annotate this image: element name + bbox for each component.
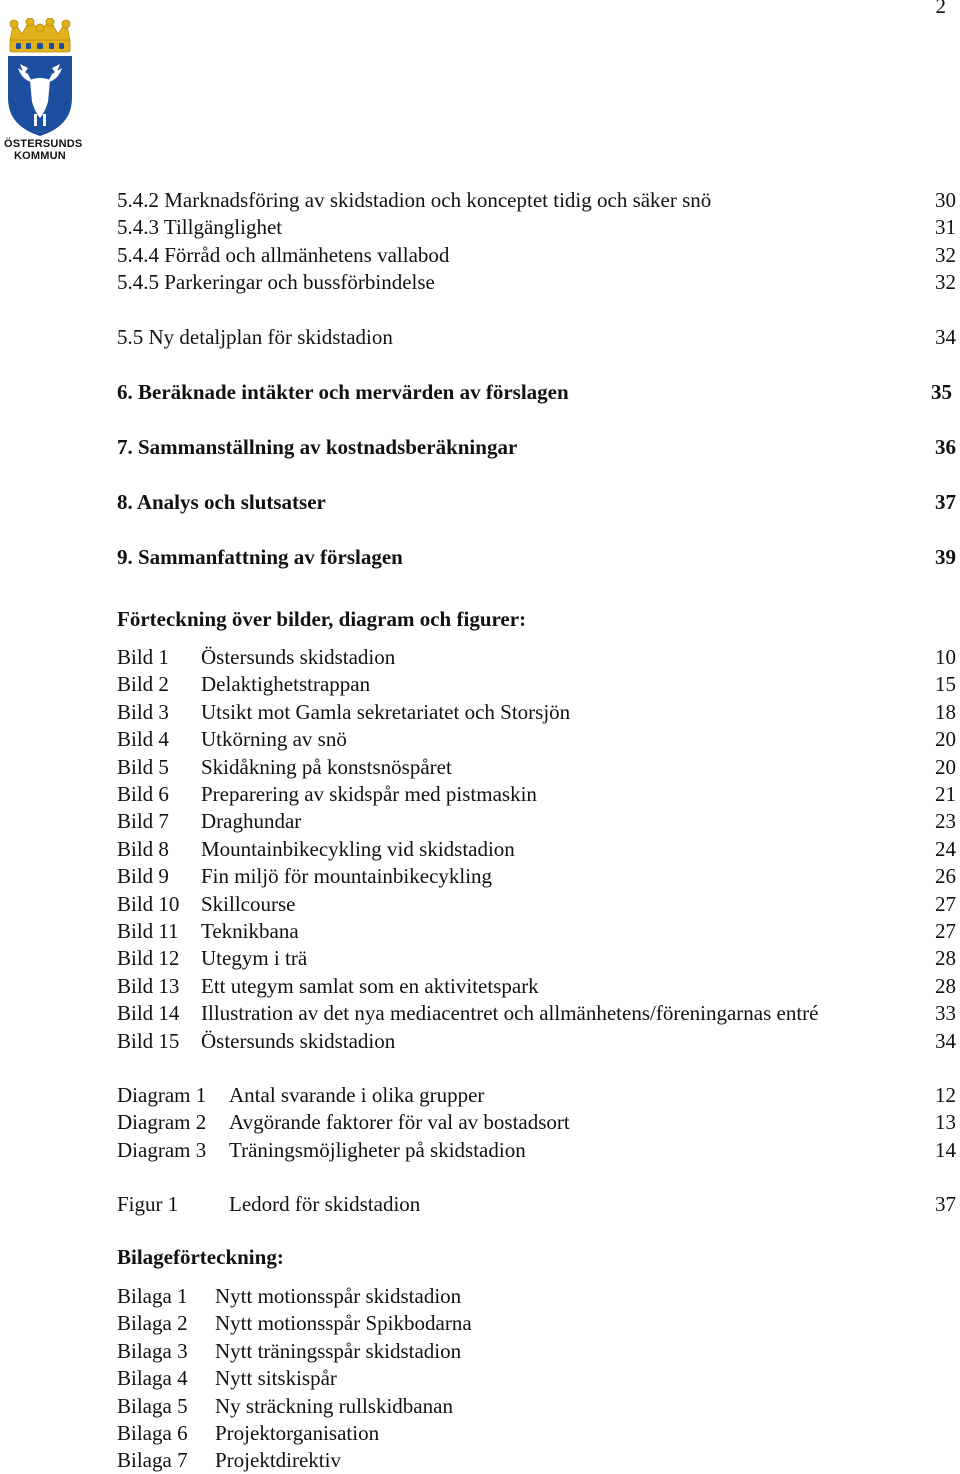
item-title: Utkörning av snö <box>201 727 347 751</box>
toc-entry <box>117 187 960 213</box>
image-list-item <box>117 644 960 670</box>
item-title: Ett utegym samlat som en aktivitetspark <box>201 974 539 998</box>
toc-entry <box>117 242 960 268</box>
image-list-item <box>117 781 960 807</box>
item-title: Avgörande faktorer för val av bostadsort <box>229 1110 570 1134</box>
item-page: 27 <box>935 919 956 943</box>
item-number: Diagram 3 <box>117 1138 207 1162</box>
image-list-item <box>117 918 960 944</box>
image-list-item <box>117 945 960 971</box>
image-list-item <box>117 973 960 999</box>
toc-entry <box>117 324 960 350</box>
coat-of-arms-icon <box>4 18 76 138</box>
appendix-list-item <box>117 1393 960 1419</box>
toc-entry <box>117 269 960 295</box>
diagram-list-item <box>117 1137 960 1163</box>
image-list-item <box>117 1028 960 1054</box>
appendix-list-item <box>117 1310 960 1336</box>
item-number: Bild 9 <box>117 864 169 888</box>
logo-text-line1: ÖSTERSUNDS <box>4 138 83 150</box>
image-list-item <box>117 671 960 697</box>
item-title: Nytt motionsspår skidstadion <box>215 1284 462 1308</box>
toc-entry-label: 8. Analys och slutsatser <box>117 490 326 514</box>
item-title: Draghundar <box>201 809 302 833</box>
diagram-list-item <box>117 1082 960 1108</box>
item-title: Nytt motionsspår Spikbodarna <box>215 1311 472 1335</box>
item-title: Nytt sitskispår <box>215 1366 337 1390</box>
item-number: Bilaga 2 <box>117 1311 188 1335</box>
appendix-list-item <box>117 1365 960 1391</box>
toc-entry <box>117 214 960 240</box>
item-page: 23 <box>935 809 956 833</box>
item-number: Bild 15 <box>117 1029 180 1053</box>
item-title: Teknikbana <box>201 919 299 943</box>
item-number: Bilaga 7 <box>117 1448 188 1472</box>
item-title: Antal svarande i olika grupper <box>229 1083 485 1107</box>
appendix-list-item <box>117 1447 960 1473</box>
appendix-heading: Bilageförteckning: <box>117 1245 284 1269</box>
item-number: Bild 11 <box>117 919 179 943</box>
item-page: 14 <box>935 1138 956 1162</box>
item-title: Delaktighetstrappan <box>201 672 371 696</box>
item-number: Bild 12 <box>117 946 180 970</box>
toc-entry <box>117 434 960 460</box>
item-title: Projektorganisation <box>215 1421 380 1445</box>
item-page: 10 <box>935 645 956 669</box>
item-page: 21 <box>935 782 956 806</box>
item-number: Bilaga 4 <box>117 1366 188 1390</box>
image-list-item <box>117 726 960 752</box>
toc-entry-page: 39 <box>935 545 956 569</box>
item-page: 13 <box>935 1110 956 1134</box>
item-title: Ledord för skidstadion <box>229 1192 421 1216</box>
item-number: Bild 4 <box>117 727 169 751</box>
item-page: 18 <box>935 700 956 724</box>
toc-entry-label: 5.4.2 Marknadsföring av skidstadion och konceptet tidig och säker snö <box>117 188 712 212</box>
item-number: Bilaga 6 <box>117 1421 188 1445</box>
figures-heading: Förteckning över bilder, diagram och figurer: <box>117 607 527 631</box>
toc-entry-page: 37 <box>935 490 956 514</box>
municipality-logo <box>4 18 83 168</box>
item-title: Ny sträckning rullskidbanan <box>215 1394 453 1418</box>
item-number: Bild 13 <box>117 974 180 998</box>
toc-entry-page: 35 <box>931 380 952 404</box>
toc-entry <box>117 379 960 405</box>
item-number: Bild 3 <box>117 700 169 724</box>
item-number: Bild 5 <box>117 755 169 779</box>
item-page: 33 <box>935 1001 956 1025</box>
toc-entry-label: 6. Beräknade intäkter och mervärden av förslagen <box>117 380 569 404</box>
toc-entry-page: 31 <box>935 215 956 239</box>
item-title: Projektdirektiv <box>215 1448 341 1472</box>
image-list-item <box>117 891 960 917</box>
image-list-item <box>117 699 960 725</box>
image-list-item <box>117 863 960 889</box>
item-title: Skidåkning på konstsnöspåret <box>201 755 452 779</box>
item-number: Bilaga 1 <box>117 1284 188 1308</box>
item-page: 26 <box>935 864 956 888</box>
item-page: 12 <box>935 1083 956 1107</box>
image-list-item <box>117 754 960 780</box>
appendix-list-item <box>117 1283 960 1309</box>
item-title: Skillcourse <box>201 892 296 916</box>
item-number: Bild 14 <box>117 1001 180 1025</box>
item-page: 24 <box>935 837 956 861</box>
toc-entry-page: 36 <box>935 435 956 459</box>
item-page: 37 <box>935 1192 956 1216</box>
item-title: Östersunds skidstadion <box>201 1029 396 1053</box>
item-title: Fin miljö för mountainbikecykling <box>201 864 493 888</box>
toc-entry-page: 32 <box>935 270 956 294</box>
item-page: 20 <box>935 727 956 751</box>
toc-entry <box>117 489 960 515</box>
item-page: 27 <box>935 892 956 916</box>
logo-text-line2: KOMMUN <box>14 150 66 162</box>
figure-list-item <box>117 1191 960 1217</box>
toc-entry-label: 5.4.3 Tillgänglighet <box>117 215 283 239</box>
item-number: Bilaga 5 <box>117 1394 188 1418</box>
item-page: 28 <box>935 946 956 970</box>
item-title: Utsikt mot Gamla sekretariatet och Storsjön <box>201 700 571 724</box>
appendix-list-item <box>117 1420 960 1446</box>
item-page: 20 <box>935 755 956 779</box>
toc-entry-page: 32 <box>935 243 956 267</box>
item-title: Träningsmöjligheter på skidstadion <box>229 1138 526 1162</box>
image-list-item <box>117 808 960 834</box>
toc-entry-label: 7. Sammanställning av kostnadsberäkningar <box>117 435 518 459</box>
item-page: 15 <box>935 672 956 696</box>
item-number: Diagram 1 <box>117 1083 207 1107</box>
image-list-item <box>117 836 960 862</box>
item-number: Bild 10 <box>117 892 180 916</box>
toc-entry-label: 5.4.4 Förråd och allmänhetens vallabod <box>117 243 450 267</box>
item-number: Figur 1 <box>117 1192 179 1216</box>
item-page: 34 <box>935 1029 956 1053</box>
toc-entry-label: 5.5 Ny detaljplan för skidstadion <box>117 325 393 349</box>
item-number: Bilaga 3 <box>117 1339 188 1363</box>
page-number: 2 <box>935 0 946 18</box>
toc-entry-page: 30 <box>935 188 956 212</box>
item-title: Östersunds skidstadion <box>201 645 396 669</box>
appendix-list-item <box>117 1338 960 1364</box>
diagram-list-item <box>117 1109 960 1135</box>
item-number: Bild 7 <box>117 809 169 833</box>
item-number: Bild 1 <box>117 645 169 669</box>
toc-entry <box>117 544 960 570</box>
toc-entry-label: 5.4.5 Parkeringar och bussförbindelse <box>117 270 435 294</box>
item-title: Preparering av skidspår med pistmaskin <box>201 782 537 806</box>
item-number: Bild 6 <box>117 782 169 806</box>
item-number: Diagram 2 <box>117 1110 207 1134</box>
item-title: Mountainbikecykling vid skidstadion <box>201 837 515 861</box>
image-list-item <box>117 1000 960 1026</box>
toc-entry-page: 34 <box>935 325 956 349</box>
toc-entry-label: 9. Sammanfattning av förslagen <box>117 545 403 569</box>
item-number: Bild 8 <box>117 837 169 861</box>
item-title: Nytt träningsspår skidstadion <box>215 1339 462 1363</box>
item-number: Bild 2 <box>117 672 169 696</box>
item-title: Illustration av det nya mediacentret och allmänhetens/föreningarnas entré <box>201 1001 819 1025</box>
item-title: Utegym i trä <box>201 946 308 970</box>
item-page: 28 <box>935 974 956 998</box>
